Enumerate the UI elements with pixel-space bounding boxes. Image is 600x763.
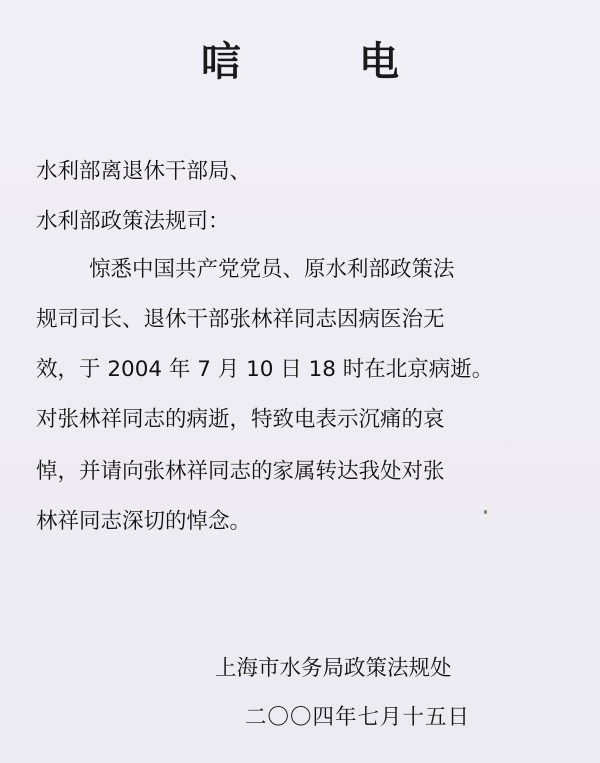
body-text-line: 对张林祥同志的病逝，特致电表示沉痛的哀: [36, 407, 445, 432]
addressee-line: 水利部离退休干部局、: [36, 159, 252, 184]
signature-date: 二〇〇四年七月十五日: [245, 705, 471, 730]
body-text-line: 效，于 2004 年 7 月 10 日 18 时在北京病逝。: [36, 357, 494, 382]
body-text-line: 惊悉中国共产党党员、原水利部政策法: [89, 257, 455, 282]
body-text-line: 规司司长、退休干部张林祥同志因病医治无: [36, 307, 445, 332]
body-text-line: 林祥同志深切的悼念。: [36, 509, 252, 534]
paper-speck: [484, 510, 487, 514]
letter-title: 唁 电: [201, 38, 451, 85]
signature-organization: 上海市水务局政策法规处: [215, 656, 452, 681]
body-text-line: 悼，并请向张林祥同志的家属转达我处对张: [36, 459, 445, 484]
addressee-line: 水利部政策法规司：: [36, 209, 230, 234]
